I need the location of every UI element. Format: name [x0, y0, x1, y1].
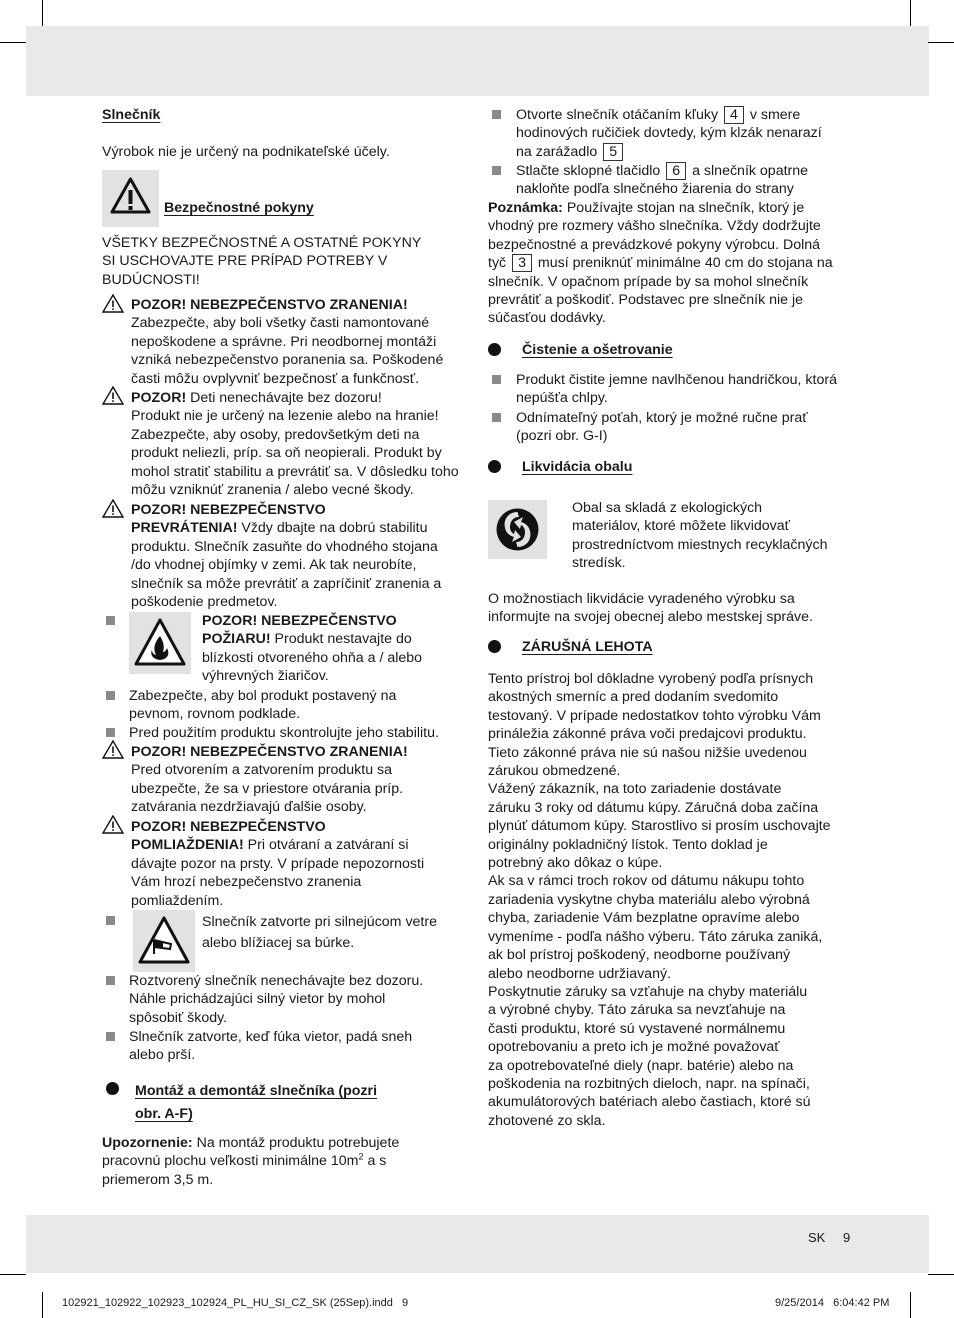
fire-icon-box — [129, 612, 191, 674]
warning-crushing: POZOR! NEBEZPEČENSTVO POMLIAŽDENIA! Pri otváraní a zatváraní si dávajte pozor na prsty. V prípade nepozornosti Vám hrozí nebezpečenstvo zranenia pomliaždením. — [131, 819, 425, 909]
crop-mark — [928, 42, 954, 43]
disposal-info: O možnostiach likvidácie vyradeného výrobku sa informujte na svojej obecnej alebo mestskej správe. — [488, 591, 813, 626]
warning-icon — [102, 815, 124, 834]
bullet-square — [492, 413, 501, 422]
ref-number: 3 — [512, 254, 532, 272]
bullet-square — [106, 976, 115, 985]
warning-fire: POZOR! NEBEZPEČENSTVO POŽIARU! Produkt nestavajte do blízkosti otvoreného ohňa a / alebo výhrevných žiaričov. — [202, 613, 423, 685]
warranty-line: Tento prístroj bol dôkladne vyrobený podľa prísnych — [488, 671, 814, 687]
keep-instructions: VŠETKY BEZPEČNOSTNÉ A OSTATNÉ POKYNY SI USCHOVAJTE PRE PRÍPAD POTREBY V BUDÚCNOSTI! — [102, 235, 422, 288]
crop-mark — [910, 1292, 911, 1318]
wind-warning-icon — [133, 910, 195, 972]
section-title: Slnečník — [102, 107, 161, 123]
disposal-text: Obal sa skladá z ekologických materiálov, ktoré môžete likvidovať prostredníctvom miestnych recyklačných stredísk. — [572, 500, 828, 572]
list-item: Slnečník zatvorte, keď fúka vietor, padá sneh alebo prší. — [129, 1029, 413, 1064]
warning-icon — [102, 499, 124, 518]
warranty-line: alebo neodborne udržiavaný. — [488, 965, 671, 982]
bullet-square — [492, 110, 501, 119]
fire-warning-icon — [129, 612, 191, 674]
warranty-line: záruku 3 roky od dátumu kúpy. Záručná doba začína — [488, 799, 819, 816]
crop-mark — [910, 0, 911, 26]
list-item: Roztvorený slnečník nenechávajte bez dozoru. Náhle prichádzajúci silný vietor by mohol spôsobiť škody. — [129, 973, 424, 1026]
warning-triangle-icon — [102, 170, 159, 227]
bullet-square — [106, 1032, 115, 1041]
warranty-line: zariadenia vyskytne chyba materiálu alebo výrobná — [488, 891, 810, 908]
step-tilt: Stlačte sklopné tlačidlo 6 a slnečník opatrne nakloňte podľa slnečného žiarenia do strany — [516, 163, 809, 198]
bullet-square — [106, 616, 115, 625]
ref-number: 6 — [666, 162, 686, 180]
recycle-icon-box — [488, 500, 547, 559]
crop-mark — [42, 1292, 43, 1318]
header-band — [26, 26, 929, 96]
warranty-line: Vážený zákazník, na toto zariadenie dostávate — [488, 781, 782, 798]
bullet-square — [106, 728, 115, 737]
stand-note: Poznámka: Používajte stojan na slnečník, ktorý je vhodný pre rozmery vášho slnečníka. Vždy dodržujte bezpečnostné a prevádzkové pokyny výrobcu. Dolná tyč 3 musí preniknúť minimálne 40 cm do stojana na slnečník. V opačnom prípade by sa mohol slnečník prevrátiť a poškodiť. Podstavec pre slnečník nie je súčasťou dodávky. — [488, 200, 833, 327]
warranty-line: prináležia zákonné práva voči predajcovi produktu. — [488, 726, 807, 743]
safety-heading: Bezpečnostné pokyny — [164, 200, 314, 216]
warranty-heading: ZÁRUŠNÁ LEHOTA — [522, 639, 653, 655]
warranty-line: časti produktu, ktoré sú vystavené normálnemu — [488, 1020, 786, 1037]
bullet-square — [492, 166, 501, 175]
warranty-line: zhotovené zo skla. — [488, 1112, 606, 1129]
warranty-line: vymeníme - podľa nášho výberu. Táto záruka zaniká, — [488, 928, 823, 945]
assembly-note: Upozornenie: Na montáž produktu potrebujete pracovnú plochu veľkosti minimálne $10m^2$ a s priemerom 3,5 m. — [102, 1135, 400, 1188]
intro-text: Výrobok nie je určený na podnikateľské účely. — [102, 144, 390, 160]
warranty-line: akumulátorových batériach alebo častiach, ktoré sú — [488, 1094, 811, 1111]
green-dot-recycle-icon — [488, 500, 547, 559]
page-number: 9 — [843, 1230, 851, 1245]
crop-mark — [0, 42, 26, 43]
wind-instruction: Slnečník zatvorte pri silnejúcom vetre alebo blížiacej sa búrke. — [202, 914, 437, 952]
list-item: Pred použitím produktu skontrolujte jeho stabilitu. — [129, 725, 439, 741]
warranty-line: za opotrebovateľné diely (napr. batérie) alebo na — [488, 1057, 794, 1074]
crop-mark — [42, 0, 43, 26]
warning-children: POZOR! Deti nenechávajte bez dozoru! Produkt nie je určený na lezenie alebo na hranie! Zabezpečte, aby osoby, predovšetkým deti na produkt neliezli, príp. sa oň neopierali. Produkt by mohol stratiť stabilitu a prevrátiť sa. V dôsledku toho môžu vzniknúť zranenia / alebo vecné škody. — [131, 390, 459, 499]
warranty-line: potrebný ako dôkaz o kúpe. — [488, 855, 663, 872]
warranty-line: ak bol prístroj poškodený, neodborne používaný — [488, 947, 791, 964]
step-open: Otvorte slnečník otáčaním kľuky 4 v smere hodinových ručičiek dovtedy, kým klzák nenarazí na zarážadlo 5 — [516, 107, 822, 160]
warning-icon-box — [102, 170, 159, 227]
warning-icon — [102, 294, 124, 313]
warranty-line: testovaný. V prípade nedostatkov tohto výrobku Vám — [488, 707, 821, 724]
language-code: SK — [808, 1230, 826, 1245]
warranty-line: akostných smerníc a pred dodaním svedomito — [488, 689, 779, 706]
crop-mark — [0, 1274, 26, 1275]
warning-icon — [102, 740, 124, 759]
warranty-line: zárukou obmedzené. — [488, 763, 621, 780]
section-bullet — [488, 460, 501, 473]
assembly-heading: Montáž a demontáž slnečníka (pozri obr. A-F) — [135, 1083, 378, 1122]
warranty-line: chyba, zariadenie Vám bezplatne opravíme alebo — [488, 910, 800, 927]
section-bullet — [488, 640, 501, 653]
list-item: Odnímateľný poťah, ktorý je možné ručne prať (pozri obr. G-I) — [516, 410, 808, 445]
section-bullet — [488, 343, 501, 356]
warranty-line: originálny pokladničný lístok. Tento doklad je — [488, 836, 768, 853]
warranty-line: opotrebovaniu a preto ich je možné považovať — [488, 1039, 780, 1056]
footer-band — [26, 1215, 929, 1273]
list-item: Zabezpečte, aby bol produkt postavený na pevnom, rovnom podklade. — [129, 688, 397, 723]
warranty-line: Ak sa v rámci troch rokov od dátumu nákupu tohto — [488, 873, 805, 890]
ref-number: 4 — [724, 106, 744, 124]
warning-icon — [102, 386, 124, 405]
warranty-text — [488, 670, 831, 1130]
warranty-line: Poskytnutie záruky sa vzťahuje na chyby materiálu — [488, 983, 808, 1000]
warranty-line: plynúť dátumom kúpy. Starostlivo si prosím uschovajte — [488, 818, 831, 835]
print-date: 9/25/2014 6:04:42 PM — [775, 1297, 890, 1309]
list-item: Produkt čistite jemne navlhčenou handričkou, ktorá nepúšťa chlpy. — [516, 372, 837, 407]
disposal-heading: Likvidácia obalu — [522, 459, 633, 475]
ref-number: 5 — [603, 143, 623, 161]
warning-tipping: POZOR! NEBEZPEČENSTVO PREVRÁTENIA! Vždy dbajte na dobrú stabilitu produktu. Slnečník zasuňte do vhodného stojana /do vhodnej objímky v zemi. Ak tak neurobíte, slnečník sa môže prevrátiť a zapríčiniť zranenia a poškodenie predmetov. — [131, 502, 442, 611]
bullet-square — [492, 375, 501, 384]
wind-icon-box — [133, 910, 195, 972]
section-bullet — [106, 1082, 119, 1095]
bullet-square — [106, 916, 115, 925]
warranty-line: a výrobné chyby. Táto záruka sa nevzťahuje na — [488, 1002, 786, 1019]
warning-injury: POZOR! NEBEZPEČENSTVO ZRANENIA! Zabezpečte, aby boli všetky časti namontované nepoškodene a správne. Pri neodbornej montáži vzniká nebezpečenstvo poranenia sa. Poškodené časti môžu ovplyvniť bezpečnosť a funkčnosť. — [131, 297, 444, 387]
file-info: 102921_102922_102923_102924_PL_HU_SI_CZ_SK (25Sep).indd 9 — [62, 1297, 409, 1309]
bullet-square — [106, 691, 115, 700]
crop-mark — [928, 1274, 954, 1275]
warning-injury-opening: POZOR! NEBEZPEČENSTVO ZRANENIA! Pred otvorením a zatvorením produktu sa ubezpečte, že sa v priestore otvárania príp. zatvárania nezdržiavajú ďalšie osoby. — [131, 744, 408, 816]
warranty-line: poškodenia na rozbitných dieloch, napr. na spínači, — [488, 1075, 810, 1092]
cleaning-heading: Čistenie a ošetrovanie — [522, 342, 673, 358]
warranty-line: Tieto zákonné práva nie sú našou nižšie uvedenou — [488, 744, 807, 761]
